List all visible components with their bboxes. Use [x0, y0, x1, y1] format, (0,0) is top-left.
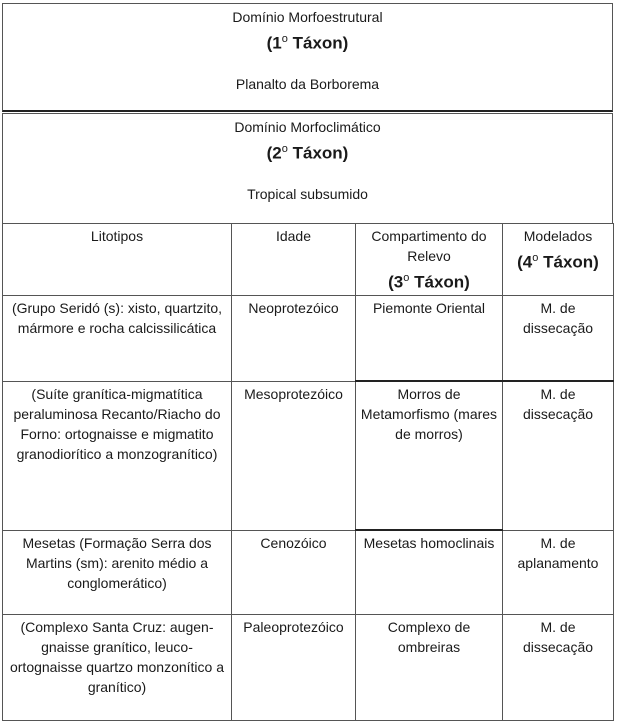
table-row [3, 295, 614, 381]
taxon2-label: Domínio Morfoclimático [234, 119, 381, 135]
taxon4-num: (4 [517, 252, 533, 272]
cell-litotipos: (Complexo Santa Cruz: augen-gnaisse granítico, leuco-ortognaisse quartzo monzonítico a granítico) [3, 614, 232, 720]
taxon1-label: Domínio Morfoestrutural [232, 9, 383, 25]
header-row [3, 224, 614, 296]
header-modelados [503, 224, 614, 296]
cell-compartimento: Mesetas homoclinais [356, 530, 503, 614]
cell-modelados: M. de dissecação [503, 381, 614, 530]
header-compartimento [356, 224, 503, 296]
taxon3-ord: o [403, 272, 410, 284]
taxon2-title-rest: Táxon) [287, 143, 349, 163]
cell-compartimento: Piemonte Oriental [356, 295, 503, 381]
table-row [3, 381, 614, 530]
taxon1-title-num: (1 [266, 33, 282, 53]
taxon3-rest: Táxon) [409, 272, 470, 292]
taxon2-title-ord: o [281, 143, 288, 155]
taxon1-title-rest: Táxon) [287, 33, 349, 53]
cell-idade: Mesoprotezóico [232, 381, 356, 530]
taxon4-rest: Táxon) [538, 252, 599, 272]
taxon1-title [3, 27, 612, 56]
cell-modelados: M. de dissecação [503, 295, 614, 381]
header-idade: Idade [232, 224, 356, 296]
taxon1-section [2, 3, 613, 112]
header-compartimento-label: Compartimento do Relevo [371, 228, 487, 264]
cell-litotipos: (Grupo Seridó (s): xisto, quartzito, mármore e rocha calcissilicática [3, 295, 232, 381]
header-litotipos: Litotipos [3, 224, 232, 296]
cell-litotipos: Mesetas (Formação Serra dos Martins (sm): arenito médio a conglomerático) [3, 530, 232, 614]
cell-idade: Cenozóico [232, 530, 356, 614]
taxon1-title-ord: o [281, 33, 288, 45]
table-row [3, 614, 614, 720]
cell-modelados: M. de dissecação [503, 614, 614, 720]
header-modelados-taxon [506, 246, 610, 275]
taxon1-value: Planalto da Borborema [235, 75, 380, 92]
litotipos-table [2, 223, 614, 721]
cell-idade: Paleoprotezóico [232, 614, 356, 720]
cell-compartimento: Complexo de ombreiras [356, 614, 503, 720]
taxon2-title-num: (2 [266, 143, 282, 163]
table-row [3, 530, 614, 614]
cell-compartimento: Morros de Metamorfismo (mares de morros) [356, 381, 503, 530]
taxon2-title [3, 137, 612, 166]
taxon3-num: (3 [388, 272, 404, 292]
header-compartimento-taxon [359, 266, 499, 295]
taxon2-section [2, 113, 613, 224]
cell-idade: Neoprotezóico [232, 295, 356, 381]
taxon2-value: Tropical subsumido [247, 185, 368, 202]
cell-modelados: M. de aplanamento [503, 530, 614, 614]
taxon4-ord: o [532, 252, 539, 264]
cell-litotipos: (Suíte granítica-migmatítica peraluminosa Recanto/Riacho do Forno: ortognaisse e migmatito granodiorítico a monzogranítico) [3, 381, 232, 530]
header-modelados-label: Modelados [523, 228, 593, 244]
